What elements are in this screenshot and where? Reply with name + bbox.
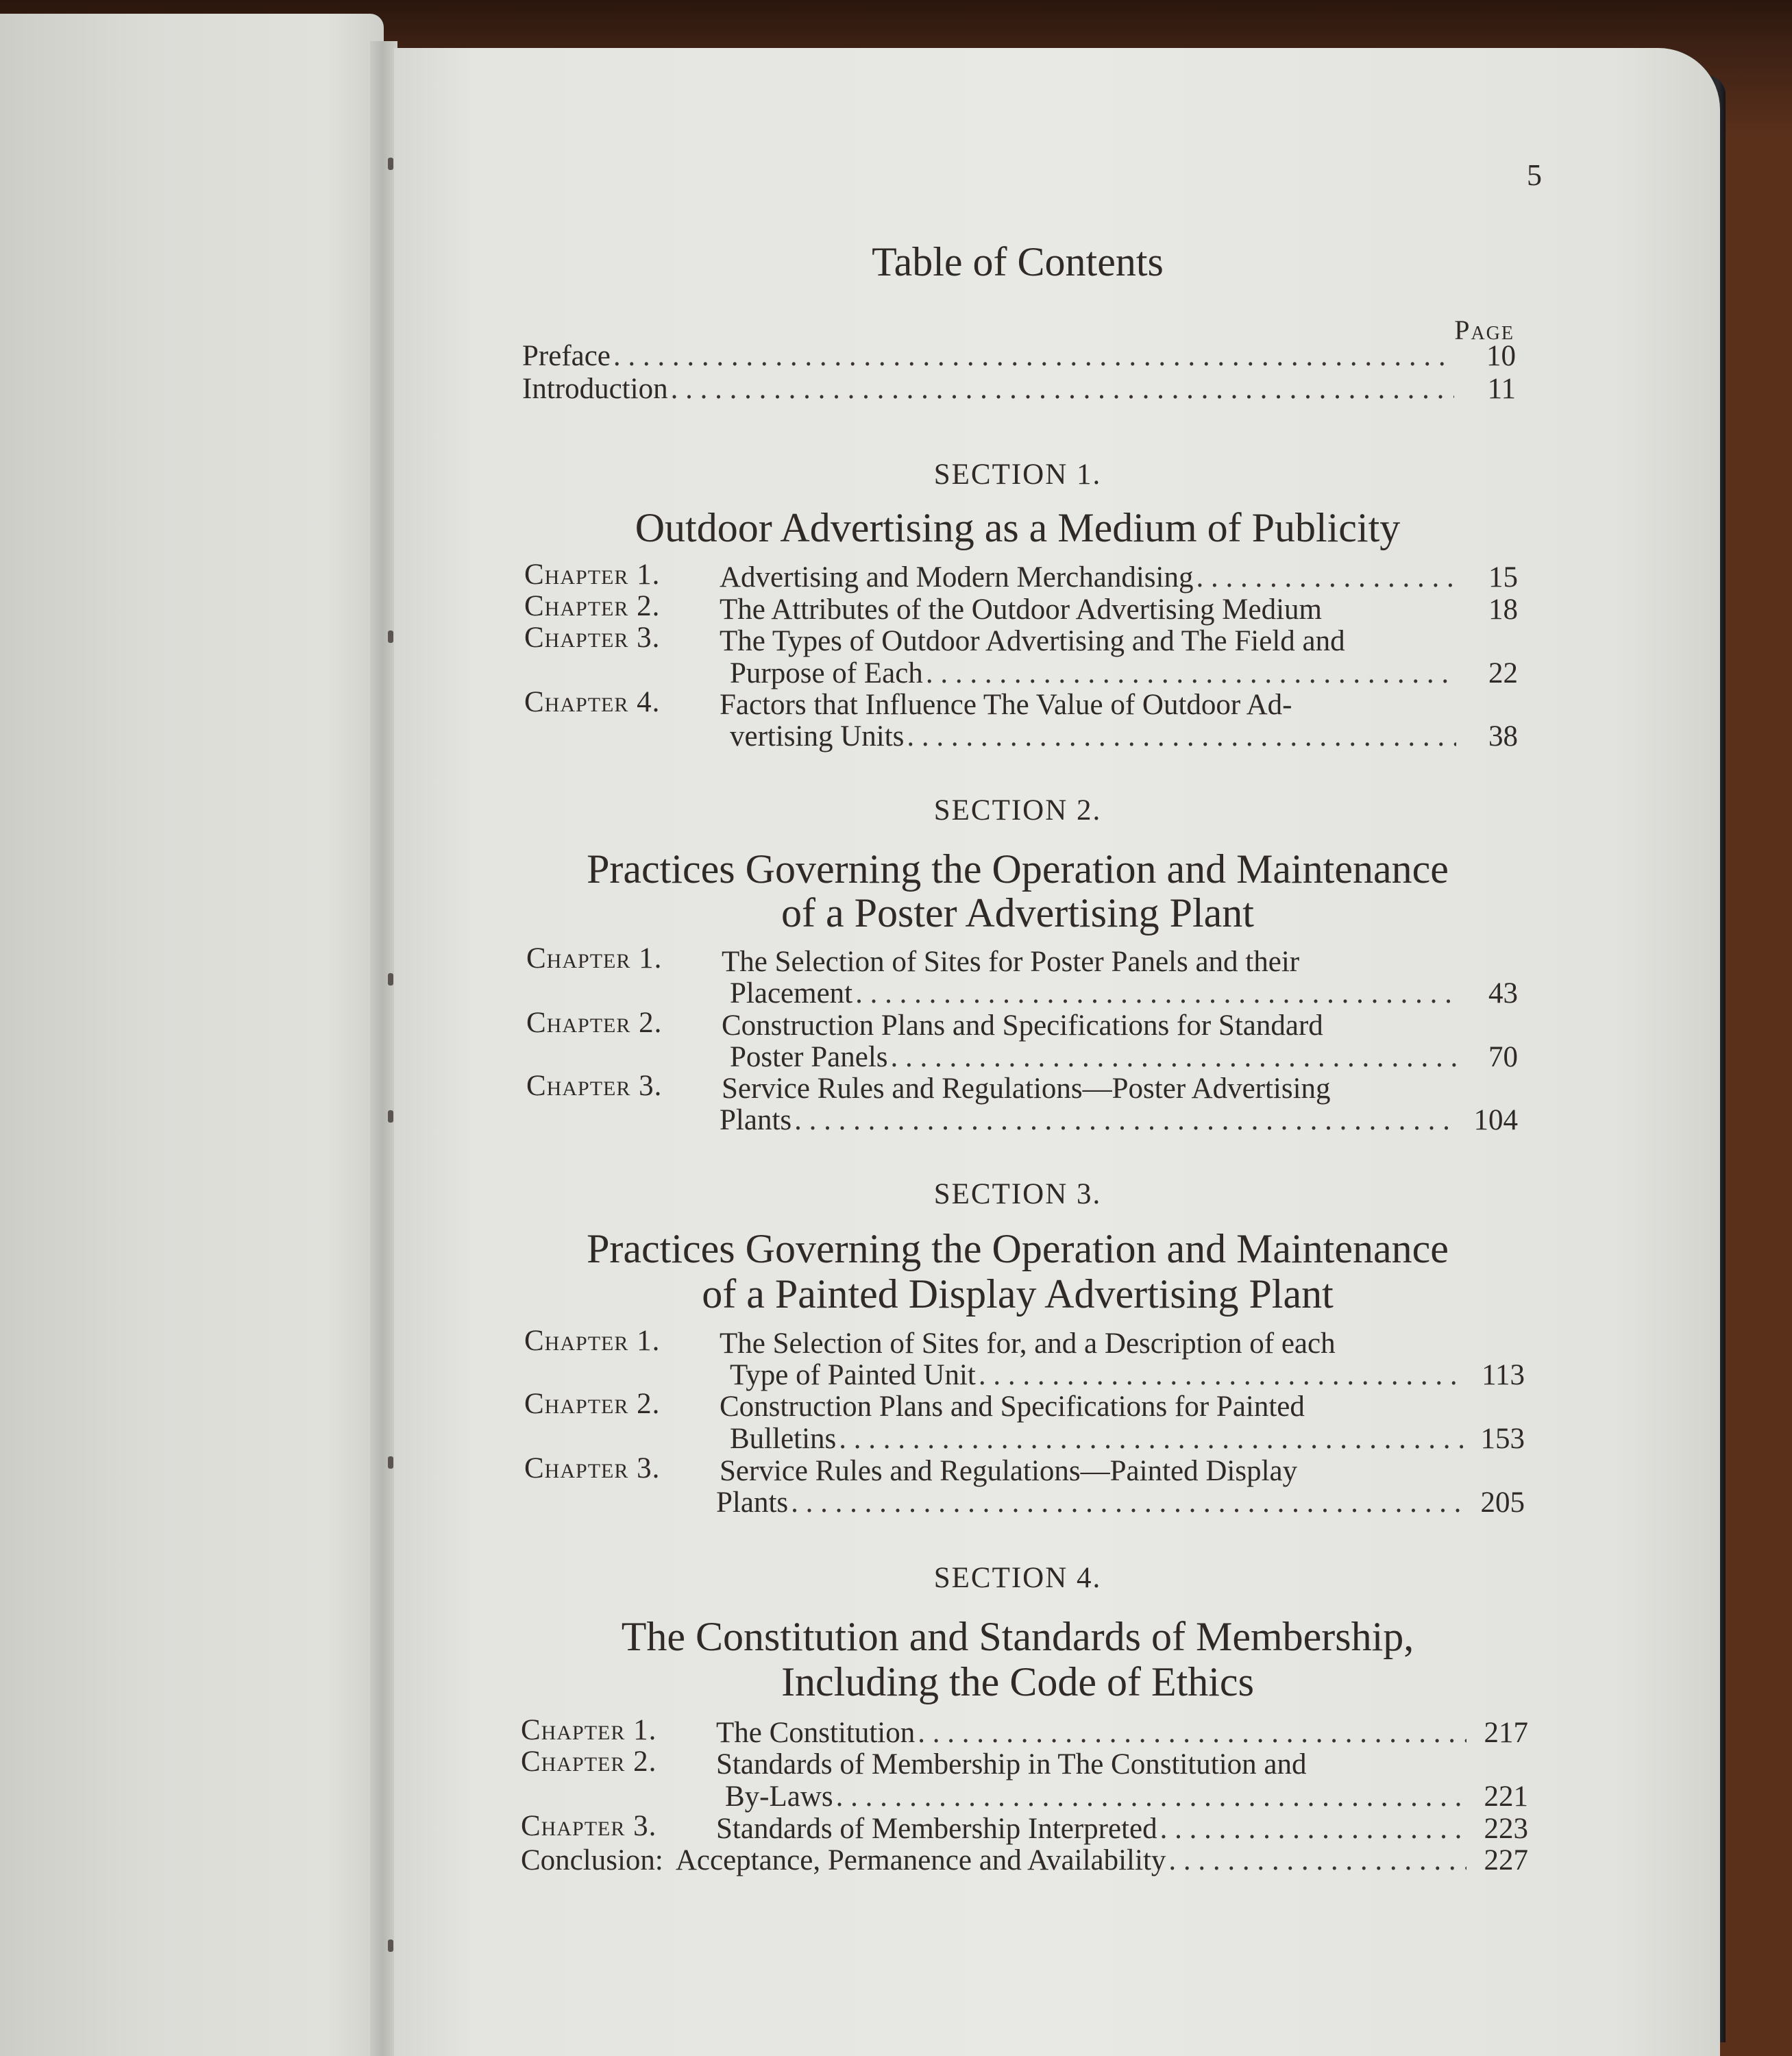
dot-leader — [791, 1486, 1463, 1520]
chapter-number: Chapter 1. — [521, 1714, 657, 1746]
entry-title: The Attributes of the Outdoor Advertising Medium — [720, 593, 1323, 626]
entry-page: 10 — [1486, 340, 1516, 372]
entry-title: Plants — [720, 1104, 792, 1136]
entry-page: 70 — [1488, 1041, 1518, 1073]
section-label: SECTION 4. — [933, 1562, 1102, 1594]
dot-leader — [613, 339, 1454, 374]
entry-title: Acceptance, Permanence and Availability — [675, 1844, 1166, 1876]
entry-title: Placement — [730, 977, 853, 1009]
entry-page: 18 — [1488, 593, 1518, 626]
entry-title: By-Laws — [725, 1780, 833, 1813]
toc-entry-chapter[interactable] — [716, 1812, 1528, 1846]
toc-entry-chapter[interactable] — [716, 1716, 1528, 1750]
binding-stitch — [388, 973, 393, 986]
section-label: SECTION 2. — [933, 794, 1102, 827]
entry-title: Type of Painted Unit — [730, 1359, 976, 1391]
toc-entry-preface[interactable] — [522, 339, 1516, 374]
entry-title: Bulletins — [730, 1423, 837, 1455]
entry-page: 22 — [1488, 657, 1518, 689]
chapter-number: Chapter 2. — [524, 1388, 661, 1420]
page-gutter — [370, 41, 397, 2056]
section-title: Including the Code of Ethics — [781, 1659, 1254, 1704]
chapter-number: Chapter 2. — [526, 1007, 663, 1039]
entry-title: Poster Panels — [730, 1041, 888, 1073]
dot-leader — [907, 720, 1456, 754]
entry-label: Conclusion: — [521, 1844, 663, 1876]
entry-title-line: Service Rules and Regulations—Poster Advertising — [722, 1073, 1331, 1105]
chapter-number: Chapter 2. — [524, 590, 661, 622]
entry-page: 217 — [1484, 1717, 1528, 1749]
entry-page: 153 — [1480, 1423, 1525, 1455]
section-title: Practices Governing the Operation and Maintenance — [587, 846, 1449, 892]
entry-page: 43 — [1488, 977, 1518, 1009]
toc-entry-conclusion[interactable] — [521, 1844, 1528, 1878]
entry-title: Purpose of Each — [730, 657, 923, 689]
chapter-number: Chapter 3. — [521, 1810, 657, 1842]
binding-stitch — [388, 1939, 393, 1952]
entry-title: The Constitution — [716, 1717, 916, 1749]
dot-leader — [671, 372, 1454, 406]
chapter-number: Chapter 1. — [524, 1325, 661, 1357]
left-page — [0, 14, 384, 2056]
page-column-heading: Page — [1454, 315, 1514, 345]
entry-page: 104 — [1473, 1104, 1518, 1136]
entry-title-line: Standards of Membership in The Constitution and — [716, 1748, 1307, 1780]
chapter-number: Chapter 1. — [524, 559, 661, 591]
entry-title-line: Service Rules and Regulations—Painted Display — [720, 1455, 1298, 1487]
binding-stitch — [388, 631, 393, 643]
entry-title: Advertising and Modern Merchandising — [720, 561, 1194, 593]
toc-entry-chapter[interactable] — [716, 1486, 1525, 1520]
dot-leader — [918, 1716, 1466, 1750]
binding-stitch — [388, 158, 393, 170]
toc-entry-chapter[interactable] — [725, 1780, 1528, 1814]
dot-leader — [1168, 1844, 1466, 1878]
entry-title: Standards of Membership Interpreted — [716, 1813, 1157, 1845]
toc-entry-introduction[interactable] — [522, 372, 1516, 406]
section-title: of a Painted Display Advertising Plant — [702, 1271, 1334, 1317]
dot-leader — [1196, 561, 1456, 595]
entry-page: 205 — [1480, 1486, 1525, 1519]
section-label: SECTION 1. — [933, 458, 1102, 491]
section-title: of a Poster Advertising Plant — [781, 890, 1254, 935]
toc-entry-chapter[interactable] — [730, 1358, 1525, 1393]
dot-leader — [836, 1780, 1466, 1814]
page-number: 5 — [1527, 158, 1542, 192]
toc-entry-chapter[interactable] — [720, 1103, 1518, 1138]
dot-leader — [1160, 1812, 1466, 1846]
entry-title-line: Construction Plans and Specifications for Painted — [720, 1391, 1305, 1423]
entry-title-line: Factors that Influence The Value of Outdoor Ad- — [720, 689, 1292, 721]
entry-title-line: The Types of Outdoor Advertising and The Field and — [720, 625, 1345, 657]
binding-stitch — [388, 1456, 393, 1469]
entry-title: Preface — [522, 340, 611, 372]
dot-leader — [794, 1103, 1456, 1138]
entry-title-line: Construction Plans and Specifications for Standard — [722, 1009, 1323, 1042]
entry-page: 221 — [1484, 1780, 1528, 1813]
toc-entry-chapter[interactable] — [730, 1422, 1525, 1456]
toc-entry-chapter[interactable] — [730, 657, 1518, 691]
toc-entry-chapter[interactable] — [720, 561, 1518, 595]
page-title: Table of Contents — [872, 239, 1164, 284]
entry-title: Plants — [716, 1486, 789, 1519]
chapter-number: Chapter 3. — [524, 622, 661, 654]
toc-entry-chapter[interactable] — [730, 1040, 1518, 1075]
toc-entry-chapter[interactable] — [730, 720, 1518, 754]
entry-title: vertising Units — [730, 720, 905, 752]
section-label: SECTION 3. — [933, 1178, 1102, 1210]
dot-leader — [891, 1040, 1456, 1075]
entry-page: 15 — [1488, 561, 1518, 593]
entry-title: Introduction — [522, 373, 668, 405]
entry-title-line: The Selection of Sites for, and a Description of each — [720, 1327, 1336, 1360]
chapter-number: Chapter 2. — [521, 1746, 657, 1778]
chapter-number: Chapter 4. — [524, 686, 661, 718]
entry-title-line: The Selection of Sites for Poster Panels and their — [722, 946, 1300, 978]
entry-page: 223 — [1484, 1813, 1528, 1845]
dot-leader — [979, 1358, 1463, 1393]
entry-page: 11 — [1487, 373, 1516, 405]
entry-page: 227 — [1484, 1844, 1528, 1876]
entry-page: 113 — [1482, 1359, 1525, 1391]
dot-leader — [839, 1422, 1463, 1456]
chapter-number: Chapter 1. — [526, 942, 663, 975]
binding-stitch — [388, 1110, 393, 1123]
entry-page: 38 — [1488, 720, 1518, 752]
section-title: Practices Governing the Operation and Maintenance — [587, 1226, 1449, 1271]
toc-entry-chapter[interactable] — [720, 593, 1518, 627]
dot-leader — [855, 977, 1456, 1011]
toc-entry-chapter[interactable] — [730, 977, 1518, 1011]
chapter-number: Chapter 3. — [526, 1070, 663, 1102]
section-title: The Constitution and Standards of Membership, — [621, 1614, 1414, 1659]
dot-leader — [926, 657, 1456, 691]
chapter-number: Chapter 3. — [524, 1452, 661, 1484]
section-title: Outdoor Advertising as a Medium of Publicity — [635, 505, 1401, 550]
